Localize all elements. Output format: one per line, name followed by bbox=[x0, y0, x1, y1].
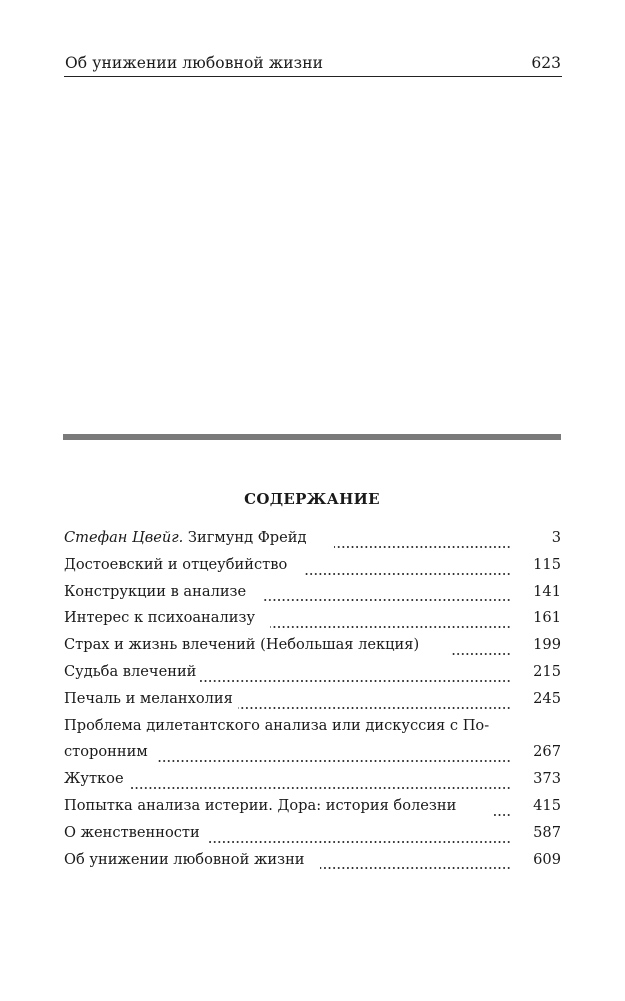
running-head bbox=[64, 48, 562, 77]
toc-entry-title: Печаль и меланхолия bbox=[64, 689, 233, 707]
contents-heading: СОДЕРЖАНИЕ bbox=[244, 490, 380, 508]
toc-entry-title-line: сторонним bbox=[64, 743, 148, 761]
toc-entry-page: 609 bbox=[533, 850, 561, 868]
toc-entry-page: 141 bbox=[533, 582, 561, 600]
toc-entry bbox=[64, 716, 561, 775]
dot-leader bbox=[450, 653, 511, 655]
toc-entry-title: Жуткое bbox=[64, 770, 124, 788]
toc-entry-page: 267 bbox=[533, 743, 561, 761]
toc-entry-page: 161 bbox=[533, 609, 561, 627]
toc-entry-page: 215 bbox=[533, 662, 561, 680]
toc-entry-author: Стефан Цвейг. bbox=[64, 529, 184, 546]
dot-leader bbox=[158, 760, 511, 762]
toc-entry-title: Страх и жизнь влечений (Небольшая лекция) bbox=[64, 636, 420, 654]
dot-leader bbox=[320, 867, 511, 869]
toc-entry-title: Конструкции в анализе bbox=[64, 582, 247, 600]
dot-leader bbox=[130, 787, 511, 789]
page-number: 623 bbox=[531, 54, 561, 72]
dot-leader bbox=[208, 841, 511, 843]
dot-leader bbox=[270, 626, 511, 628]
toc-entry-page: 415 bbox=[533, 796, 561, 814]
running-title: Об унижении любовной жизни bbox=[65, 54, 324, 72]
dot-leader bbox=[492, 814, 511, 816]
toc-entry-title bbox=[64, 525, 307, 552]
dot-leader bbox=[238, 707, 511, 709]
toc-entry bbox=[64, 850, 561, 882]
toc-entry-page: 245 bbox=[533, 689, 561, 707]
toc-entry-title: Судьба влечений bbox=[64, 662, 197, 680]
toc-entry-title: Попытка анализа истерии. Дора: история болезни bbox=[64, 796, 457, 814]
toc-entry-title: Достоевский и отцеубийство bbox=[64, 555, 288, 573]
dot-leader bbox=[262, 599, 511, 601]
table-of-contents bbox=[64, 529, 561, 881]
toc-entry-title: Об унижении любовной жизни bbox=[64, 850, 305, 868]
toc-entry-page: 3 bbox=[551, 529, 561, 546]
toc-entry-page: 115 bbox=[533, 555, 561, 573]
dot-leader bbox=[334, 546, 511, 548]
section-divider bbox=[63, 434, 561, 440]
toc-entry-page: 587 bbox=[533, 823, 561, 841]
toc-entry-title bbox=[64, 713, 489, 767]
toc-entry-title: О женственности bbox=[64, 823, 200, 841]
dot-leader bbox=[200, 680, 511, 682]
toc-entry-title-line: Проблема дилетантского анализа или дискуссия с По- bbox=[64, 716, 490, 734]
toc-entry-title: Интерес к психоанализу bbox=[64, 609, 256, 627]
toc-entry-page: 199 bbox=[533, 636, 561, 654]
dot-leader bbox=[304, 573, 511, 575]
toc-entry-page: 373 bbox=[533, 770, 561, 788]
toc-entry-title-text: Зигмунд Фрейд bbox=[183, 529, 307, 546]
